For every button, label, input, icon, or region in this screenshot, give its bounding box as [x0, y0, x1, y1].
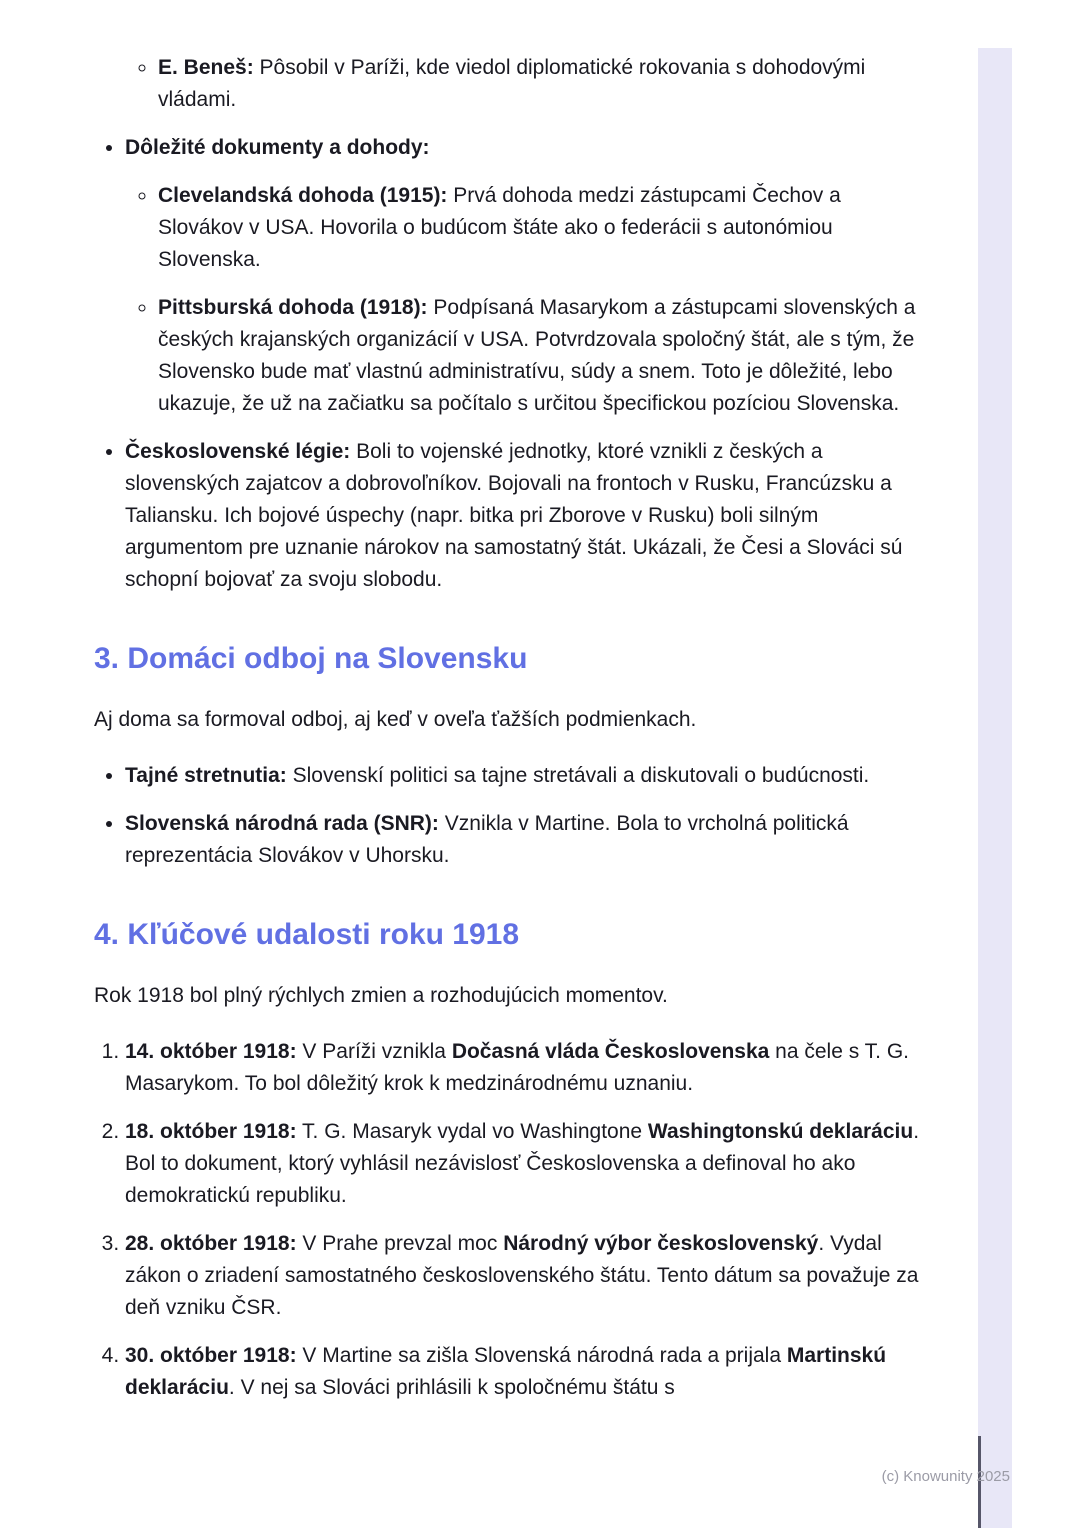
list-item-documents: [125, 132, 930, 420]
event-highlight: Národný výbor československý: [503, 1232, 819, 1255]
copyright-footer: (c) Knowunity 2025: [881, 1468, 1010, 1485]
item-text: Prvá dohoda medzi zástupcami Čechov a Slovákov v USA. Hovorila o budúcom štáte ako o federácii s autonómiou Slovenska.: [158, 184, 841, 271]
list-item-benes: [158, 52, 930, 116]
list-item-event-oct-18: [125, 1116, 930, 1212]
list-item-cleveland-agreement: [158, 180, 930, 276]
scrollbar-track[interactable]: [978, 48, 1012, 1528]
event-text: V Paríži vznikla: [296, 1040, 452, 1063]
item-lead: E. Beneš:: [158, 56, 254, 79]
event-text: . Vydal zákon o zriadení samostatného československého štátu. Tento dátum sa považuje za deň vzniku ČSR.: [125, 1232, 919, 1319]
event-text: . V nej sa Slováci prihlásili k spoločnému štátu s: [228, 1376, 675, 1399]
event-text: V Martine sa zišla Slovenská národná rada a prijala: [296, 1344, 787, 1367]
item-lead: Dôležité dokumenty a dohody:: [125, 136, 430, 159]
item-lead: Pittsburská dohoda (1918):: [158, 296, 428, 319]
list-item-event-oct-28: [125, 1228, 930, 1324]
item-text: Boli to vojenské jednotky, ktoré vznikli z českých a slovenských zajatcov a dobrovoľníkov. Bojovali na frontoch v Rusku, Francúzsku a Taliansku. Ich bojové úspechy (napr. bitka pri Zborove v Rusku) boli silným argumentom pre uznanie nárokov na samostatný štát. Ukázali, že Česi a Slováci sú schopní bojovať za svoju slobodu.: [125, 440, 903, 591]
section-3-list: [94, 760, 930, 872]
event-highlight: Washingtonskú deklaráciu: [647, 1120, 914, 1143]
event-date: 30. október 1918:: [125, 1344, 297, 1367]
event-date: 14. október 1918:: [125, 1040, 297, 1063]
event-highlight: Dočasná vláda Československa: [451, 1040, 770, 1063]
section-4-heading: 4. Kľúčové udalosti roku 1918: [94, 918, 520, 951]
event-date: 28. október 1918:: [125, 1232, 297, 1255]
list-item-event-oct-30: [125, 1340, 930, 1404]
item-text: Vznikla v Martine. Bola to vrcholná politická reprezentácia Slovákov v Uhorsku.: [125, 812, 849, 867]
event-text: na čele s T. G. Masarykom. To bol dôležitý krok k medzinárodnému uznaniu.: [125, 1040, 910, 1095]
item-text: Pôsobil v Paríži, kde viedol diplomatické rokovania s dohodovými vládami.: [158, 56, 866, 111]
event-text: V Prahe prevzal moc: [296, 1232, 504, 1255]
item-lead: Slovenská národná rada (SNR):: [125, 812, 439, 835]
item-lead: Československé légie:: [125, 440, 351, 463]
list-item-snr: [125, 808, 930, 872]
event-text: T. G. Masaryk vydal vo Washingtone: [296, 1120, 648, 1143]
list-item-legions: [125, 436, 930, 596]
section-4-intro: Rok 1918 bol plný rýchlych zmien a rozhodujúcich momentov.: [94, 984, 668, 1007]
documents-sublist: [125, 180, 930, 420]
item-text: Podpísaná Masarykom a zástupcami slovenských a českých krajanských organizácií v USA. Potvrdzovala spoločný štát, ale s tým, že Slovensko bude mať vlastnú administratívu, súdy a snem. Toto je dôležité, lebo ukazuje, že už na začiatku sa počítalo s určitou špecifickou pozíciou Slovenska.: [158, 296, 916, 415]
list-item-pittsburgh-agreement: [158, 292, 930, 420]
list-item-event-oct-14: [125, 1036, 930, 1100]
list-item-secret-meetings: [125, 760, 930, 792]
event-highlight: Martinskú deklaráciu: [125, 1344, 887, 1399]
item-text: Slovenskí politici sa tajne stretávali a diskutovali o budúcnosti.: [286, 764, 870, 787]
carryover-sublist: [94, 52, 930, 116]
foreign-resistance-list: [94, 132, 930, 596]
event-text: . Bol to dokument, ktorý vyhlásil nezávislosť Československa a definoval ho ako demokratickú republiku.: [125, 1120, 920, 1207]
event-date: 18. október 1918:: [125, 1120, 297, 1143]
key-events-list: [94, 1036, 930, 1404]
item-lead: Tajné stretnutia:: [125, 764, 287, 787]
section-3-heading: 3. Domáci odboj na Slovensku: [94, 642, 528, 675]
section-3-intro: Aj doma sa formoval odboj, aj keď v oveľa ťažších podmienkach.: [94, 708, 697, 731]
item-lead: Clevelandská dohoda (1915):: [158, 184, 448, 207]
